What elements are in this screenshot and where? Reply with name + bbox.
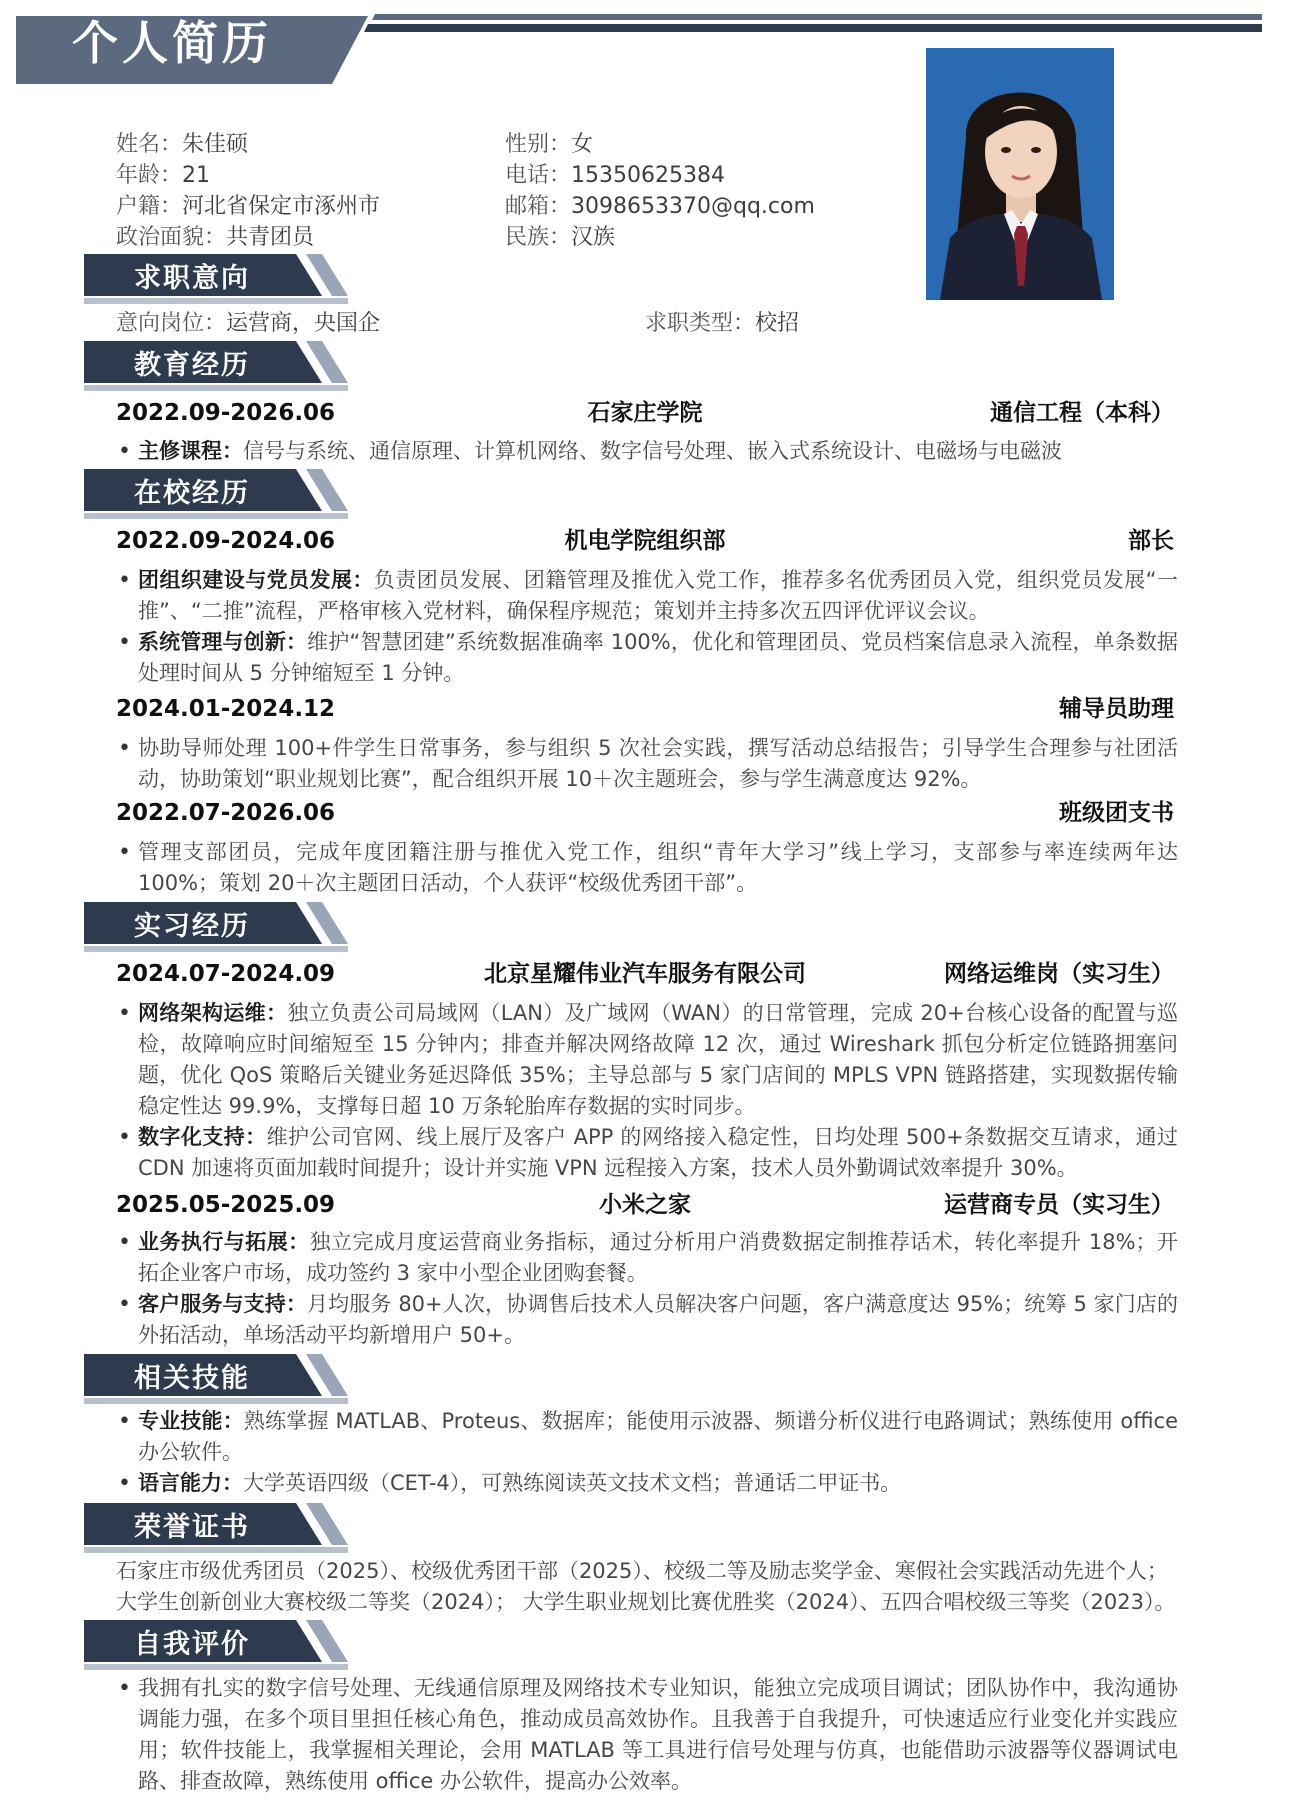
internship-entry-1: 2024.07-2024.09 北京星耀伟业汽车服务有限公司 网络运维岗（实习生）	[116, 961, 1174, 987]
section-header-honors: 荣誉证书	[84, 1503, 354, 1555]
section-header-intent: 求职意向	[84, 254, 354, 306]
education-entry	[116, 397, 1174, 429]
honors-line-2: 大学生创新创业大赛校级二等奖（2024）； 大学生职业规划比赛优胜奖（2024）、五四合唱校级三等奖（2023）。	[116, 1590, 1176, 1614]
section-header-internship: 实习经历	[84, 902, 354, 954]
section-header-self: 自我评价	[84, 1620, 354, 1672]
skills-language: • 语言能力：大学英语四级（CET-4），可熟练阅读英文技术文档；普通话二甲证书。	[116, 1468, 1178, 1499]
info-age: 年龄：21	[116, 163, 211, 188]
info-politics: 政治面貌：共青团员	[116, 225, 315, 250]
intent-type: 求职类型：校招	[645, 311, 800, 336]
self-evaluation: • 我拥有扎实的数字信号处理、无线通信原理及网络技术专业知识，能独立完成项目调试；团队协作中，我沟通协调能力强，在多个项目里担任核心角色，推动成员高效协作。且我善于自我提升，可快速适应行业变化并实践应用；软件技能上，我掌握相关理论，会用 MATLAB 等工具进行信号处理与仿真，也能借助示波器等仪器调试电路、排查故障，熟练使用 office 办公软件，提高办公效率。	[116, 1673, 1178, 1797]
campus-entry-2-bullet-1: • 协助导师处理 100+件学生日常事务，参与组织 5 次社会实践，撰写活动总结报告；引导学生合理参与社团活动，协助策划“职业规划比赛”，配合组织开展 10＋次主题班会，参与学生满意度达 92%。	[116, 733, 1178, 795]
section-header-campus: 在校经历	[84, 469, 354, 521]
education-major: 通信工程（本科）	[990, 400, 1174, 426]
honors-line-1: 石家庄市级优秀团员（2025）、校级优秀团干部（2025）、校级二等及励志奖学金、寒假社会实践活动先进个人；	[116, 1559, 1168, 1583]
info-ethnic: 民族：汉族	[505, 225, 616, 250]
section-header-education: 教育经历	[84, 341, 354, 393]
internship-entry-2-bullet-1: • 业务执行与拓展：独立完成月度运营商业务指标，通过分析用户消费数据定制推荐话术，转化率提升 18%；开拓企业客户市场，成功签约 3 家中小型企业团购套餐。	[116, 1227, 1178, 1289]
campus-entry-1: 2022.09-2024.06 机电学院组织部 部长	[116, 528, 1174, 554]
info-phone: 电话：15350625384	[505, 163, 725, 188]
campus-entry-1-bullet-1: • 团组织建设与党员发展：负责团员发展、团籍管理及推优入党工作，推荐多名优秀团员入党，组织党员发展“一推”、“二推”流程，严格审核入党材料，确保程序规范；策划并主持多次五四评优评议会议。	[116, 565, 1178, 627]
internship-entry-1-bullet-1: • 网络架构运维：独立负责公司局域网（LAN）及广域网（WAN）的日常管理，完成 20+台核心设备的配置与巡检，故障响应时间缩短至 15 分钟内；排查并解决网络故障 12 次，通过 Wireshark 抓包分析定位链路拥塞问题，优化 QoS 策略后关键业务延迟降低 35%；主导总部与 5 家门店间的 MPLS VPN 链路搭建，实现数据传输稳定性达 99.9%，支撑每日超 10 万条轮胎库存数据的实时同步。	[116, 998, 1178, 1122]
info-email: 邮箱：3098653370@qq.com	[505, 194, 815, 219]
section-header-skills: 相关技能	[84, 1354, 354, 1406]
campus-entry-3: 2022.07-2026.06 班级团支书	[116, 800, 1174, 826]
internship-entry-2: 2025.05-2025.09 小米之家 运营商专员（实习生）	[116, 1192, 1174, 1218]
internship-entry-1-bullet-2: • 数字化支持：维护公司官网、线上展厅及客户 APP 的网络接入稳定性，日均处理 500+条数据交互请求，通过 CDN 加速将页面加载时间提升；设计并实施 VPN 远程接入方案，技术人员外勤调试效率提升 30%。	[116, 1122, 1178, 1184]
info-name: 姓名：朱佳硕	[116, 132, 249, 157]
info-gender: 性别：女	[505, 132, 594, 157]
campus-entry-2: 2024.01-2024.12 辅导员助理	[116, 696, 1174, 722]
internship-entry-2-bullet-2: • 客户服务与支持：月均服务 80+人次，协调售后技术人员解决客户问题，客户满意度达 95%；统筹 5 家门店的外拓活动，单场活动平均新增用户 50+。	[116, 1289, 1178, 1351]
campus-entry-1-bullet-2: • 系统管理与创新：维护“智慧团建”系统数据准确率 100%，优化和管理团员、党员档案信息录入流程，单条数据处理时间从 5 分钟缩短至 1 分钟。	[116, 627, 1178, 689]
intent-position: 意向岗位：运营商，央国企	[116, 311, 381, 336]
education-date: 2022.09-2026.06	[116, 400, 336, 426]
skills-professional: • 专业技能：熟练掌握 MATLAB、Proteus、数据库；能使用示波器、频谱分析仪进行电路调试；熟练使用 office 办公软件。	[116, 1406, 1178, 1468]
profile-photo	[926, 48, 1114, 300]
resume-title: 个人简历	[72, 16, 272, 70]
info-hukou: 户籍：河北省保定市涿州市	[116, 194, 381, 219]
education-courses: • 主修课程：信号与系统、通信原理、计算机网络、数字信号处理、嵌入式系统设计、电磁场与电磁波	[116, 436, 1178, 467]
campus-entry-3-bullet-1: • 管理支部团员，完成年度团籍注册与推优入党工作，组织“青年大学习”线上学习，支部参与率连续两年达 100%；策划 20＋次主题团日活动，个人获评“校级优秀团干部”。	[116, 837, 1178, 899]
education-school: 石家庄学院	[587, 400, 703, 426]
